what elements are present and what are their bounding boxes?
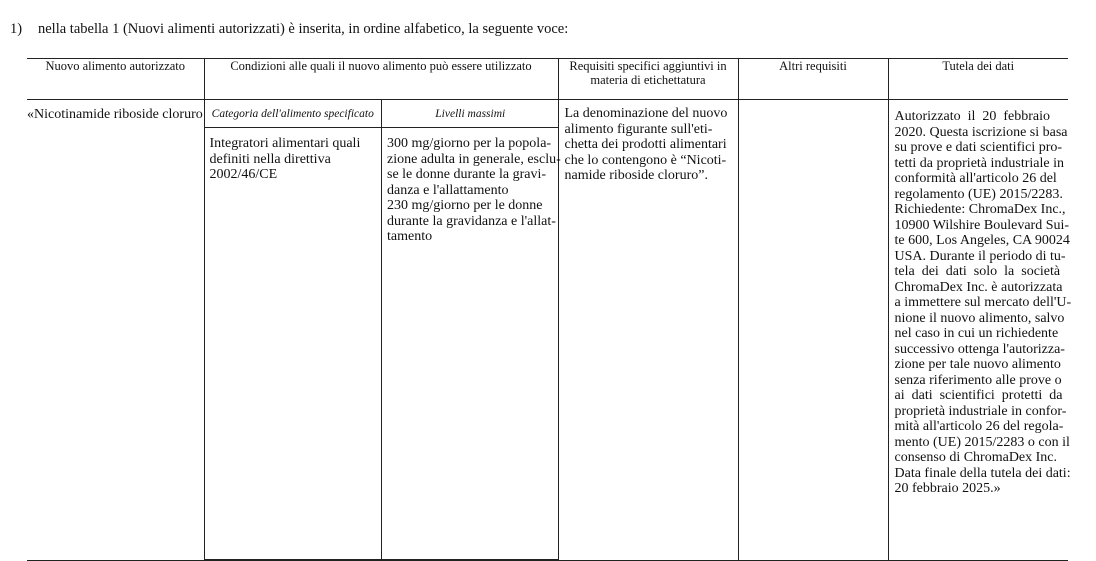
subheader-category: Categoria dell'alimento specificato: [205, 100, 382, 128]
cell-conditions: [204, 100, 561, 561]
cell-other: [738, 100, 888, 561]
cell-labelling: La denominazione del nuovo alimento figurante sull'eti- chetta dei prodotti alimentari che lo contengono è “Nicoti- namide riboside cloruro”.: [558, 100, 738, 561]
intro-paragraph: [10, 21, 568, 38]
header-conditions: Condizioni alle quali il nuovo alimento può essere utilizzato: [204, 59, 558, 100]
table-row: [27, 100, 1068, 561]
conditions-subtable: [205, 100, 559, 560]
cell-max-levels: 300 mg/giorno per la popola- zione adulta in generale, esclu- se le donne durante la gravi- danza e l'allattamento 230 mg/giorno per le donne durante la gravidanza e l'allat- tamento: [382, 128, 559, 560]
cell-category: Integratori alimentari quali definiti nella direttiva 2002/46/CE: [205, 128, 382, 560]
intro-text: nella tabella 1 (Nuovi alimenti autorizzati) è inserita, in ordine alfabetico, la seguente voce:: [38, 21, 569, 37]
novel-foods-table: [27, 58, 1072, 561]
header-other: Altri requisiti: [738, 59, 888, 100]
header-protection: Tutela dei dati: [888, 59, 1068, 100]
header-food: Nuovo alimento autorizzato: [27, 59, 204, 100]
cell-food: «Nicotinamide riboside cloruro: [27, 100, 204, 561]
list-number: 1): [10, 21, 23, 37]
cell-protection: Autorizzato il 20 febbraio 2020. Questa iscrizione si basa su prove e dati scientifici pro- tetti da proprietà industriale in conformità all'articolo 26 del regolamento (UE) 2015/2283. Richiedente: ChromaDex Inc., 10900 Wilshire Boulevard Sui- te 600, Los Angeles, CA 90024 USA. Durante il periodo di tu- tela dei dati solo la società ChromaDex Inc. è autorizzata a immettere sul mercato dell'U- nione il nuovo alimento, salvo nel caso in cui un richiedente successivo ottenga l'autorizza- zione per tale nuovo alimento senza riferimento alle prove o ai dati scientifici protetti da proprietà industriale in confor- mità all'articolo 26 del regola- mento (UE) 2015/2283 o con il consenso di ChromaDex Inc. Data finale della tutela dei dati: 20 febbraio 2025.»: [888, 100, 1068, 561]
subheader-max-levels: Livelli massimi: [382, 100, 559, 128]
header-labelling: Requisiti specifici aggiuntivi in materia di etichettatura: [558, 59, 738, 100]
table-header-row: [27, 59, 1068, 100]
